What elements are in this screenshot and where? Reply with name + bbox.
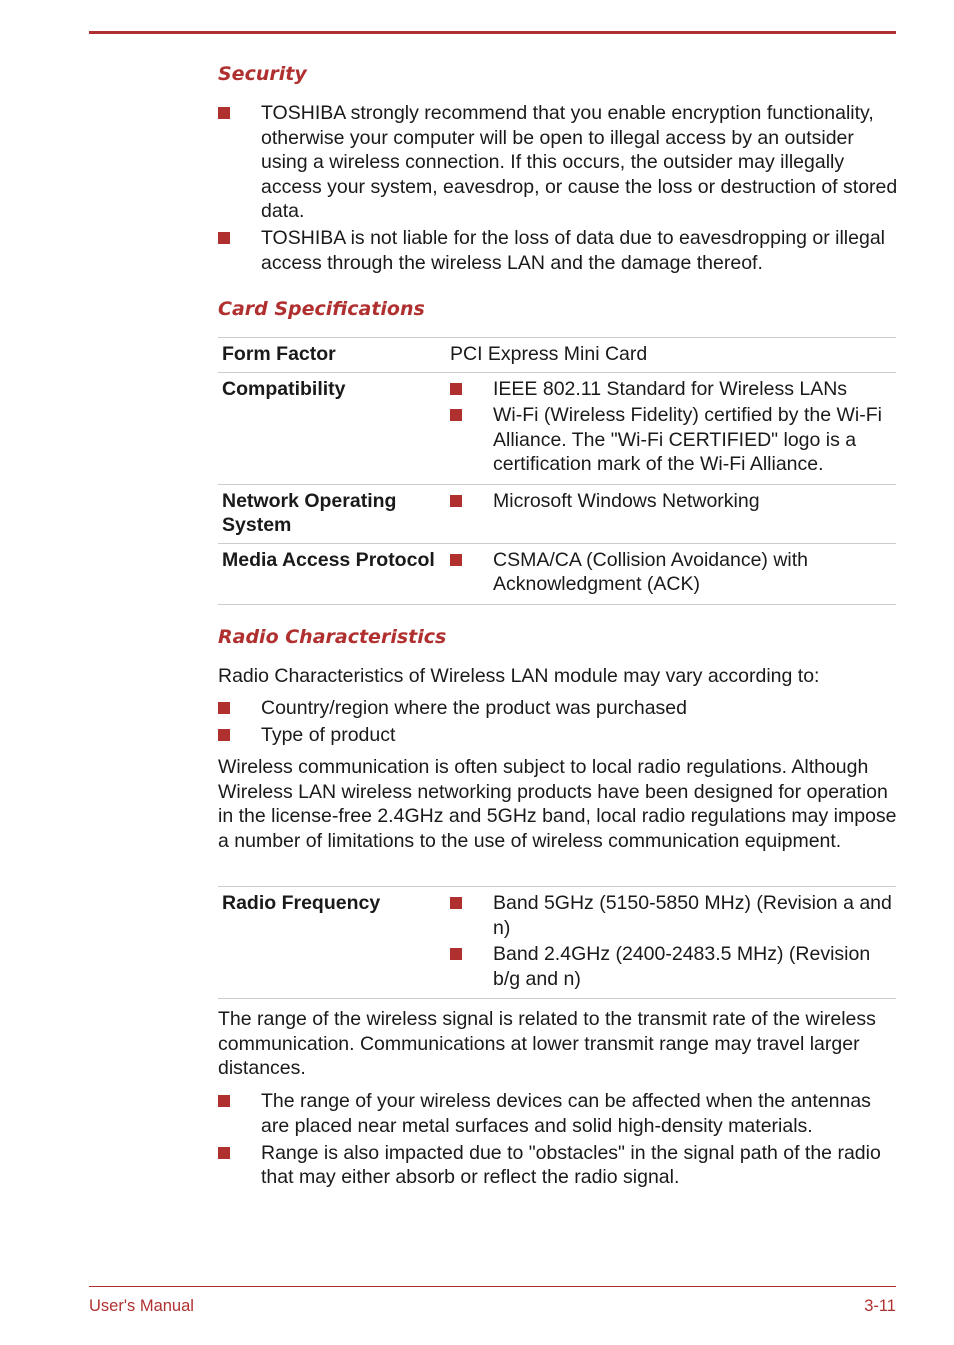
list-item: [218, 1141, 898, 1190]
list-item-text: Wi-Fi (Wireless Fidelity) certified by the Wi-Fi Alliance. The "Wi-Fi CERTIFIED" logo is a certification mark of the Wi-Fi Alliance.: [493, 404, 882, 475]
bullet-square-icon: [218, 702, 230, 714]
bullet-square-icon: [218, 107, 230, 119]
list-item: [218, 723, 898, 748]
list-item: [218, 101, 898, 224]
header-rule: [89, 31, 896, 34]
table-row: [218, 543, 896, 604]
row-key: Network Operating System: [218, 484, 442, 543]
bullet-square-icon: [450, 554, 462, 566]
bullet-square-icon: [450, 495, 462, 507]
radio-intro: Radio Characteristics of Wireless LAN module may vary according to:: [218, 665, 820, 687]
bullet-square-icon: [450, 948, 462, 960]
list-item-text: IEEE 802.11 Standard for Wireless LANs: [493, 377, 848, 400]
row-value: PCI Express Mini Card: [442, 338, 896, 373]
page-number: 3-11: [864, 1297, 896, 1315]
row-key: Radio Frequency: [218, 887, 442, 999]
table-row: [218, 887, 896, 999]
footer-manual-title: User's Manual: [89, 1297, 194, 1315]
radio-frequency-table: [218, 886, 896, 999]
list-item-text: TOSHIBA strongly recommend that you enable encryption functionality, otherwise your computer will be open to illegal access by an outsider using a wireless connection. If this occurs, the outsider may illegally access your system, eavesdrop, or cause the loss or destruction of stored data.: [261, 102, 898, 222]
table-row: [218, 484, 896, 543]
footer-rule: [89, 1286, 896, 1287]
bullet-square-icon: [218, 232, 230, 244]
card-specs-heading: Card Specifications: [218, 298, 425, 320]
list-item-text: Band 2.4GHz (2400-2483.5 MHz) (Revision b/g and n): [493, 943, 871, 990]
list-item: [450, 942, 892, 991]
list-item: [450, 548, 892, 597]
list-item-text: The range of your wireless devices can be affected when the antennas are placed near metal surfaces and solid high-density materials.: [261, 1090, 871, 1137]
list-item: [450, 489, 892, 514]
bullet-square-icon: [218, 1147, 230, 1159]
table-row: [218, 372, 896, 484]
list-item-text: Country/region where the product was purchased: [261, 697, 687, 719]
table-row: [218, 338, 896, 373]
card-specs-table: [218, 337, 896, 605]
list-item-text: Type of product: [261, 724, 396, 746]
list-item-text: Band 5GHz (5150-5850 MHz) (Revision a and n): [493, 892, 892, 939]
row-key: Compatibility: [218, 372, 442, 484]
row-key: Media Access Protocol: [218, 543, 442, 604]
security-list: [218, 101, 898, 278]
bullet-square-icon: [218, 729, 230, 741]
list-item: [450, 377, 892, 402]
regulation-paragraph: Wireless communication is often subject to local radio regulations. Although Wireless LAN wireless networking products have been designed for operation in the license-free 2.4GHz and 5GHz band, local radio regulations may impose a number of limitations to the use of wireless communication equipment.: [218, 756, 897, 852]
list-item: [218, 226, 898, 275]
security-heading: Security: [218, 63, 307, 85]
list-item: [450, 891, 892, 940]
bullet-square-icon: [450, 383, 462, 395]
bullet-square-icon: [218, 1095, 230, 1107]
list-item-text: Microsoft Windows Networking: [493, 489, 760, 512]
list-item: [218, 1089, 898, 1138]
radio-list: [218, 696, 898, 750]
radio-heading: Radio Characteristics: [218, 626, 447, 648]
range-list: [218, 1089, 898, 1192]
list-item-text: TOSHIBA is not liable for the loss of data due to eavesdropping or illegal access through the wireless LAN and the damage thereof.: [261, 227, 886, 274]
bullet-square-icon: [450, 897, 462, 909]
list-item-text: Range is also impacted due to "obstacles" in the signal path of the radio that may either absorb or reflect the radio signal.: [261, 1141, 881, 1188]
list-item-text: CSMA/CA (Collision Avoidance) with Acknowledgment (ACK): [493, 548, 809, 595]
list-item: [450, 403, 892, 477]
row-key: Form Factor: [218, 338, 442, 373]
range-paragraph: The range of the wireless signal is related to the transmit rate of the wireless communication. Communications at lower transmit range may travel larger distances.: [218, 1008, 876, 1079]
bullet-square-icon: [450, 409, 462, 421]
list-item: [218, 696, 898, 721]
